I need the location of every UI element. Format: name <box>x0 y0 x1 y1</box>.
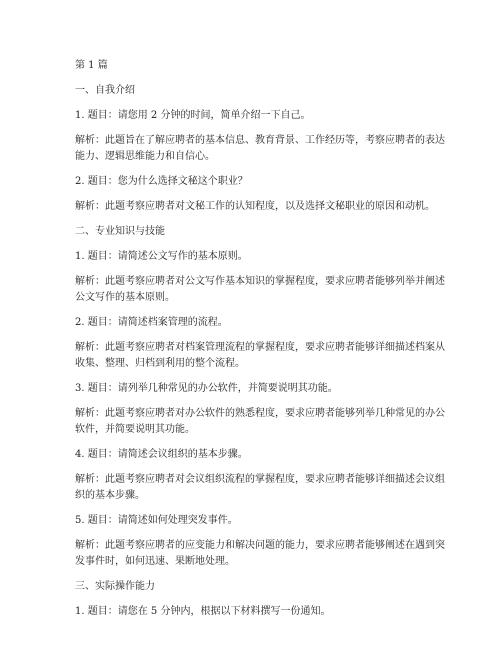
analysis-text: 解析：此题考察应聘者对档案管理流程的掌握程度，要求应聘者能够详细描述档案从收集、整理、归档到利用的整个流程。 <box>75 342 445 369</box>
analysis-text: 解析：此题考察应聘者对文秘工作的认知程度，以及选择文秘职业的原因和动机。 <box>75 201 435 212</box>
question-text: 2. 题目：您为什么选择文秘这个职业？ <box>75 176 248 187</box>
question-text: 1. 题目：请您在 5 分钟内，根据以下材料撰写一份通知。 <box>75 606 331 617</box>
question-text: 3. 题目：请列举几种常见的办公软件，并简要说明其功能。 <box>75 383 338 394</box>
question-text: 1. 题目：请简述公文写作的基本原则。 <box>75 251 248 262</box>
section-heading: 三、实际操作能力 <box>75 581 155 592</box>
section-heading: 一、自我介绍 <box>75 85 135 96</box>
part-title: 第 1 篇 <box>75 60 108 71</box>
analysis-text: 解析：此题考察应聘者的应变能力和解决问题的能力，要求应聘者能够阐述在遇到突发事件时，如何迅速、果断地处理。 <box>75 540 445 567</box>
question-text: 4. 题目：请简述会议组织的基本步骤。 <box>75 449 248 460</box>
analysis-text: 解析：此题旨在了解应聘者的基本信息、教育背景、工作经历等，考察应聘者的表达能力、逻辑思维能力和自信心。 <box>75 135 445 162</box>
question-text: 1. 题目：请您用 2 分钟的时间，简单介绍一下自己。 <box>75 110 311 121</box>
document-page <box>75 58 447 620</box>
analysis-text: 解析：此题考察应聘者对会议组织流程的掌握程度，要求应聘者能够详细描述会议组织的基本步骤。 <box>75 474 445 501</box>
analysis-text: 解析：此题考察应聘者对公文写作基本知识的掌握程度，要求应聘者能够列举并阐述公文写作的基本原则。 <box>75 276 445 303</box>
analysis-text: 解析：此题考察应聘者对办公软件的熟悉程度，要求应聘者能够列举几种常见的办公软件，并简要说明其功能。 <box>75 408 445 435</box>
question-text: 2. 题目：请简述档案管理的流程。 <box>75 317 228 328</box>
section-heading: 二、专业知识与技能 <box>75 226 165 237</box>
question-text: 5. 题目：请简述如何处理突发事件。 <box>75 515 238 526</box>
